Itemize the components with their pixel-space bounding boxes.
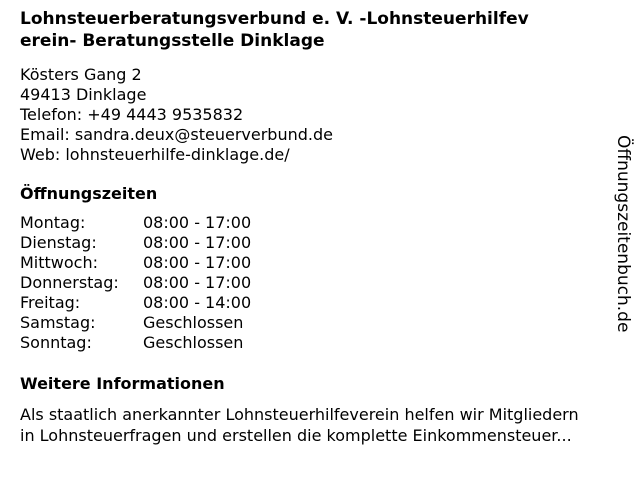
address-web: Web: lohnsteuerhilfe-dinklage.de/ (20, 145, 290, 164)
hours-day: Dienstag: (20, 233, 97, 252)
page-title-line-1: Lohnsteuerberatungsverbund e. V. -Lohnsteuerhilfev (20, 9, 529, 29)
opening-hours-heading: Öffnungszeiten (20, 184, 158, 203)
hours-time: Geschlossen (143, 313, 244, 332)
hours-row-thursday (20, 273, 251, 293)
site-watermark: Öffnungszeitenbuch.de (613, 135, 633, 333)
address-phone: Telefon: +49 4443 9535832 (20, 105, 244, 124)
hours-day: Mittwoch: (20, 253, 98, 272)
hours-time: 08:00 - 17:00 (143, 233, 252, 252)
hours-row-saturday (20, 313, 251, 333)
hours-time: Geschlossen (143, 333, 244, 352)
hours-day: Sonntag: (20, 333, 92, 352)
page-title (20, 8, 612, 52)
more-info-heading: Weitere Informationen (20, 374, 225, 393)
hours-day: Samstag: (20, 313, 96, 332)
hours-row-sunday (20, 333, 251, 353)
hours-day: Donnerstag: (20, 273, 119, 292)
more-info-line-1: Als staatlich anerkannter Lohnsteuerhilfeverein helfen wir Mitgliedern (20, 405, 579, 424)
hours-row-monday (20, 213, 251, 233)
opening-hours-table (20, 213, 251, 353)
hours-time: 08:00 - 17:00 (143, 253, 252, 272)
address-street: Kösters Gang 2 (20, 65, 142, 84)
hours-day: Montag: (20, 213, 86, 232)
hours-time: 08:00 - 14:00 (143, 293, 252, 312)
address-email: Email: sandra.deux@steuerverbund.de (20, 125, 333, 144)
hours-row-tuesday (20, 233, 251, 253)
hours-day: Freitag: (20, 293, 81, 312)
address-block (20, 65, 333, 165)
hours-row-friday (20, 293, 251, 313)
more-info-text (20, 404, 625, 446)
hours-row-wednesday (20, 253, 251, 273)
hours-time: 08:00 - 17:00 (143, 213, 252, 232)
address-city: 49413 Dinklage (20, 85, 147, 104)
page-title-line-2: erein- Beratungsstelle Dinklage (20, 31, 325, 51)
hours-time: 08:00 - 17:00 (143, 273, 252, 292)
more-info-line-2: in Lohnsteuerfragen und erstellen die komplette Einkommensteuer... (20, 426, 572, 445)
